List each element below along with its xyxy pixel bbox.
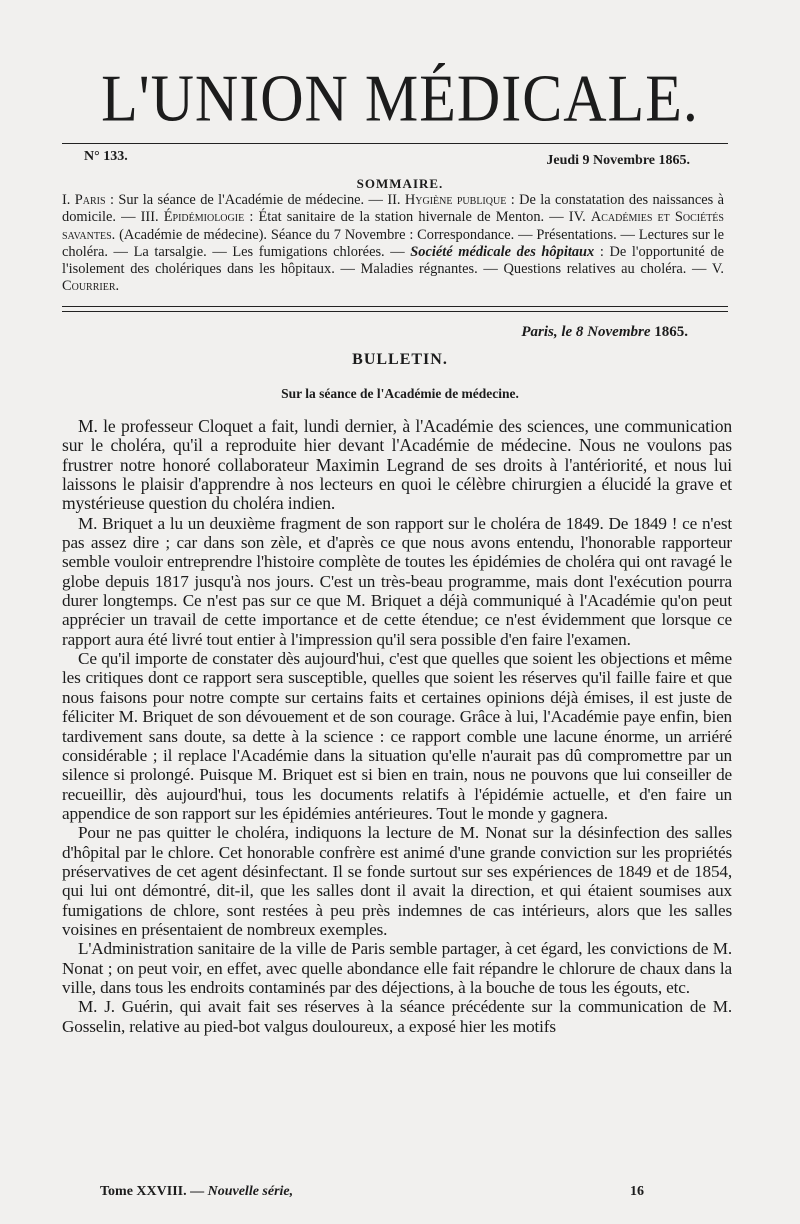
bulletin-heading: BULLETIN. xyxy=(352,351,448,368)
footer-volume xyxy=(100,1184,293,1199)
double-rule xyxy=(62,306,728,312)
bulletin-subheading: Sur la séance de l'Académie de médecine. xyxy=(281,386,519,401)
article-body xyxy=(62,417,732,1036)
sommaire-section-label: Paris xyxy=(74,192,106,208)
issue-line xyxy=(84,149,690,168)
page-footer xyxy=(100,1184,722,1200)
article-paragraph: L'Administration sanitaire de la ville de Paris semble partager, à cet égard, les convictions de M. Nonat ; on peut voir, en effet, avec quelle abondance elle fait répandre le chlorure de chaux dans la ville, dans tous les endroits contaminés par des déjections, à la bouche de tous les égouts, etc. xyxy=(62,939,732,997)
dateline-year: 1865. xyxy=(650,324,688,340)
footer-series: Nouvelle série, xyxy=(207,1184,294,1199)
sommaire-section-label: Académies et Sociétés savantes xyxy=(62,209,724,243)
article-paragraph: Pour ne pas quitter le choléra, indiquons la lecture de M. Nonat sur la désinfection des salles d'hôpital par le chlore. Cet honorable confrère est animé d'une grande conviction sur les propriétés préservatives de cet agent désinfectant. Il se fonde surtout sur ses expériences de 1849 et de 1854, qui lui ont démontré, dit-il, que les salles dont il avait la direction, et qui étaient soumises aux fumigations de chlore, sont restées à peu près indemnes de cas intérieurs, alors que les salles voisines en présentaient de nombreux exemples. xyxy=(62,823,732,939)
sommaire-num: IV. xyxy=(568,209,586,226)
sommaire-num: V. xyxy=(711,261,724,278)
dateline xyxy=(521,324,688,341)
sommaire-section-label: Épidémiologie xyxy=(163,209,245,226)
article-paragraph: M. Briquet a lu un deuxième fragment de son rapport sur le choléra de 1849. De 1849 ! ce n'est pas assez dire ; car dans son zèle, et d'après ce que nous avons entendu, l'honorable rapporteur semble vouloir entreprendre l'histoire complète de toutes les épidémies de choléra qui ont ravagé le globe depuis 1817 jusqu'à nos jours. C'est un très-beau programme, mais dont l'exécution pourra durer longtemps. Ce n'est pas sur ce que M. Briquet a déjà communiqué à l'Académie qu'on peut apprécier un travail de cette importance et de cette étendue; ce n'est évidemment que lorsque ce rapport aura été livré tout entier à l'impression qu'il sera possible d'en faire l'examen. xyxy=(62,513,732,649)
sommaire-text: : Sur la séance de l'Académie de médecine. — xyxy=(105,192,388,208)
article-paragraph: M. J. Guérin, qui avait fait ses réserves à la séance précédente sur la communication de M. Gosselin, relative au pied-bot valgus douloureux, a exposé hier les motifs xyxy=(62,997,732,1036)
article-paragraph: Ce qu'il importe de constater dès aujourd'hui, c'est que quelles que soient les objections et même les critiques dont ce rapport sera susceptible, quelles que soient les réserves qu'il faille faire et que nous faisons pour notre compte sur certains faits et certaines opinions déjà émises, il est juste de féliciter M. Briquet de son dévouement et de son courage. Grâce à lui, l'Académie paye enfin, bien tardivement sans doute, sa dette à la science : ce rapport comble une lacune énorme, un arriéré considérable ; il replace l'Académie dans la situation qu'elle n'aurait pas dû compromettre par un silence si prolongé. Puisque M. Briquet est si bien en train, nous ne pouvons que lui conseiller de recueillir, dès aujourd'hui, tous les documents relatifs à l'épidémie actuelle, et d'en faire un appendice de son rapport sur les épidémies antérieures. Tout le monde y gagnera. xyxy=(62,649,732,823)
sommaire-text: : De la constatation des naissances à domicile. — xyxy=(62,192,724,226)
sommaire-text: . (Académie de médecine). Séance du 7 Novembre : Correspondance. — Présentations. — Lectures sur le choléra. — La tarsalgie. — Les fumigations chlorées. — xyxy=(62,226,724,260)
footer-page-number: 16 xyxy=(630,1184,644,1199)
article-paragraph: M. le professeur Cloquet a fait, lundi dernier, à l'Académie des sciences, une communication sur le choléra, qu'il a reproduite hier devant l'Académie de médecine. Nous ne voulons pas frustrer notre honoré collaborateur Maximin Legrand de ses droits à l'antériorité, et nous lui laissons le plaisir d'apprendre à nos lecteurs en quoi le célèbre chirurgien a élucidé la grave et mystérieuse question du choléra indien. xyxy=(62,416,732,514)
sommaire-text: : De l'opportunité de l'isolement des cholériques dans les hôpitaux. — Maladies régnantes. — Questions relatives au choléra. — xyxy=(62,243,724,278)
sommaire-section-label: Hygiène publique xyxy=(404,192,507,208)
dateline-month: Novembre xyxy=(587,324,651,340)
sommaire-society: Société médicale des hôpitaux xyxy=(410,243,595,260)
sommaire-text: : État sanitaire de la station hivernale de Menton. — xyxy=(244,209,569,226)
sommaire-num: I. xyxy=(62,192,71,208)
sommaire-title: SOMMAIRE. xyxy=(356,176,444,191)
issue-date: Jeudi 9 Novembre 1865. xyxy=(546,153,690,168)
footer-volume-text: Tome XXVIII. — xyxy=(100,1184,208,1199)
sommaire-num: II. xyxy=(387,192,401,208)
issue-number: N° 133. xyxy=(84,149,128,164)
sommaire-text: . xyxy=(115,278,120,295)
masthead-rule xyxy=(62,143,728,144)
dateline-place: Paris, le 8 xyxy=(521,324,588,340)
sommaire-contents xyxy=(62,192,724,296)
sommaire-num: III. xyxy=(140,209,159,226)
journal-masthead: L'UNION MÉDICALE. xyxy=(101,61,699,135)
sommaire-section-label: Courrier xyxy=(62,278,116,295)
